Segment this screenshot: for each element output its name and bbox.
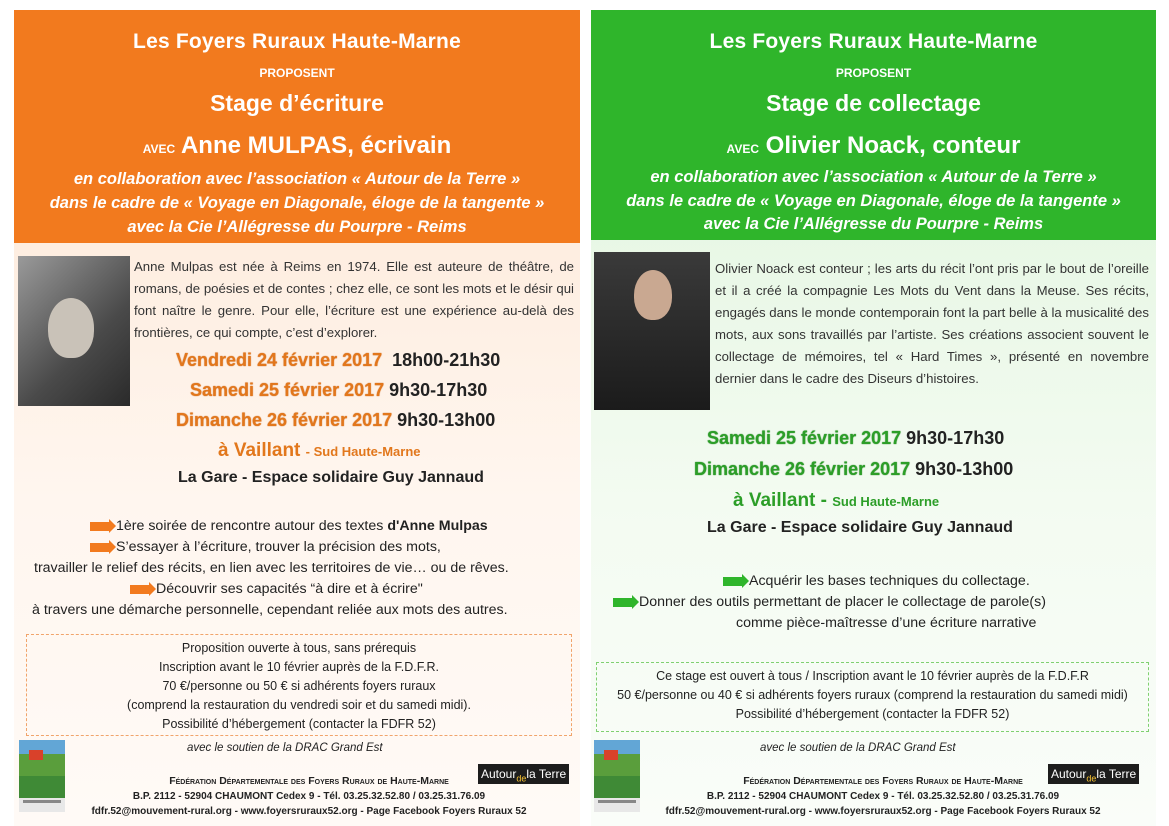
location [218,440,421,462]
date-day: Dimanche 26 février 2017 [694,459,911,479]
instructor-line [591,132,1156,160]
date-hours: 18h00-21h30 [392,350,501,370]
date-hours: 9h30-13h00 [915,459,1014,479]
stage-title: Stage d’écriture [210,90,384,116]
org-title: Les Foyers Ruraux Haute-Marne [709,30,1038,53]
instructor-line [14,132,580,160]
town: à Vaillant [218,440,301,461]
location [733,490,939,512]
avec-label: AVEC [142,142,176,156]
autour-de-la-terre-logo: Autour$_{de}$la Terre [1048,764,1139,784]
arrow-icon [90,543,110,552]
region: - Sud Haute-Marne [305,444,421,459]
info-box: Proposition ouverte à tous, sans prérequis Inscription avant le 10 février auprès de la F.D.F.R. 70 €/personne ou 50 € si adhérents foyers ruraux (comprend la restauration du vendredi soir et du samedi midi). Possibilité d’hébergement (contacter la FDFR 52) [26,634,572,736]
org-title: Les Foyers Ruraux Haute-Marne [133,30,461,53]
date-line [190,380,487,401]
federation-footer [643,774,1123,819]
support-note: avec le soutien de la DRAC Grand Est [187,742,383,754]
federation-web: fdfr.52@mouvement-rural.org - www.foyersruraux52.org - Page Facebook Foyers Ruraux 52 [665,806,1101,817]
info-box: Ce stage est ouvert à tous / Inscription avant le 10 février auprès de la F.D.F.R 50 €/personne ou 40 € si adhérents foyers ruraux (comprend la restauration du samedi midi) Possibilité d’hébergement (contacter la FDFR 52) [596,662,1149,732]
bullet-item: Découvrir ses capacités “à dire et à écrire" [130,579,423,600]
instructor-name: Olivier Noack, conteur [765,132,1021,159]
venue: La Gare - Espace solidaire Guy Jannaud [178,469,484,486]
bullet-item: travailler le relief des récits, en lien avec les territoires de vie… ou de rêves. [34,560,509,576]
autour-de-la-terre-logo: Autour$_{de}$la Terre [478,764,569,784]
arrow-icon [613,598,633,607]
collab-line: en collaboration avec l’association « Autour de la Terre » [73,170,521,188]
date-hours: 9h30-13h00 [397,410,496,430]
date-line [176,350,500,371]
left-flyer [14,10,580,826]
date-hours: 9h30-17h30 [906,428,1005,448]
support-note: avec le soutien de la DRAC Grand Est [760,742,956,754]
federation-address: B.P. 2112 - 52904 CHAUMONT Cedex 9 - Tél. 03.25.32.52.80 / 03.25.31.76.09 [706,791,1060,802]
date-line [176,410,495,431]
left-header [14,10,580,243]
proposent-label: PROPOSENT [259,66,335,80]
avec-label: AVEC [726,142,759,156]
collab-line: en collaboration avec l’association « Autour de la Terre » [650,168,1097,186]
olivier-noack-photo [594,252,710,410]
federation-web: fdfr.52@mouvement-rural.org - www.foyersruraux52.org - Page Facebook Foyers Ruraux 52 [91,806,527,817]
bullet-item: S’essayer à l’écriture, trouver la précision des mots, [90,537,441,558]
instructor-name: Anne MULPAS, écrivain [180,132,452,159]
date-day: Vendredi 24 février 2017 [176,350,383,370]
bullet-item: Acquérir les bases techniques du collectage. [723,571,1030,592]
foyers-ruraux-logo [594,740,640,812]
foyers-ruraux-logo [19,740,65,812]
bullet-item: 1ère soirée de rencontre autour des textes d'Anne Mulpas [90,516,488,537]
cie-line: avec la Cie l’Allégresse du Pourpre - Reims [703,215,1044,233]
cie-line: avec la Cie l’Allégresse du Pourpre - Reims [127,218,467,236]
bio-text: Anne Mulpas est née à Reims en 1974. Elle est auteure de théâtre, de romans, de poésies et de contes ; chez elle, ce sont les mots et le désir qui font naître le genre. Pour elle, l’écriture est une expérience au-delà des frontières, ce qui compte, c’est d’explorer. [134,259,574,340]
arrow-icon [723,577,743,586]
date-day: Samedi 25 février 2017 [707,428,902,448]
right-header [591,10,1156,240]
date-line [694,459,1013,480]
town: à Vaillant - [733,490,827,511]
proposent-label: PROPOSENT [835,66,912,80]
federation-address: B.P. 2112 - 52904 CHAUMONT Cedex 9 - Tél. 03.25.32.52.80 / 03.25.31.76.09 [132,791,486,802]
right-flyer [591,10,1156,826]
cadre-line: dans le cadre de « Voyage en Diagonale, éloge de la tangente » [49,194,545,212]
region: Sud Haute-Marne [832,494,940,509]
anne-mulpas-photo [18,256,130,406]
venue: La Gare - Espace solidaire Guy Jannaud [707,519,1013,536]
bullet-item: à travers une démarche personnelle, cependant reliée aux mots des autres. [32,602,508,618]
bio-text: Olivier Noack est conteur ; les arts du récit l’ont pris par le bout de l’oreille et il a créé la compagnie Les Mots du Vent dans la Meuse. Ses récits, engagés dans le monde contemporain font la part belle à la musicalité des mots, aux sons travaillés par l’artiste. Ses créations associent souvent le collectage de mémoires, tel « Hard Times », présenté en novembre dernier dans le cadre des Diseurs d’histoires. [715,261,1149,386]
bullet-item: Donner des outils permettant de placer le collectage de parole(s) [613,592,1046,613]
date-hours: 9h30-17h30 [389,380,488,400]
stage-title: Stage de collectage [766,90,981,116]
date-line [707,428,1004,449]
cadre-line: dans le cadre de « Voyage en Diagonale, éloge de la tangente » [626,192,1121,210]
federation-name: Fédération Départementale des Foyers Ruraux de Haute-Marne [743,775,1023,787]
federation-footer [74,774,544,819]
date-day: Dimanche 26 février 2017 [176,410,393,430]
federation-name: Fédération Départementale des Foyers Ruraux de Haute-Marne [169,775,449,787]
arrow-icon [130,585,150,594]
arrow-icon [90,522,110,531]
bullet-item: comme pièce-maîtresse d’une écriture narrative [736,615,1037,631]
date-day: Samedi 25 février 2017 [190,380,385,400]
